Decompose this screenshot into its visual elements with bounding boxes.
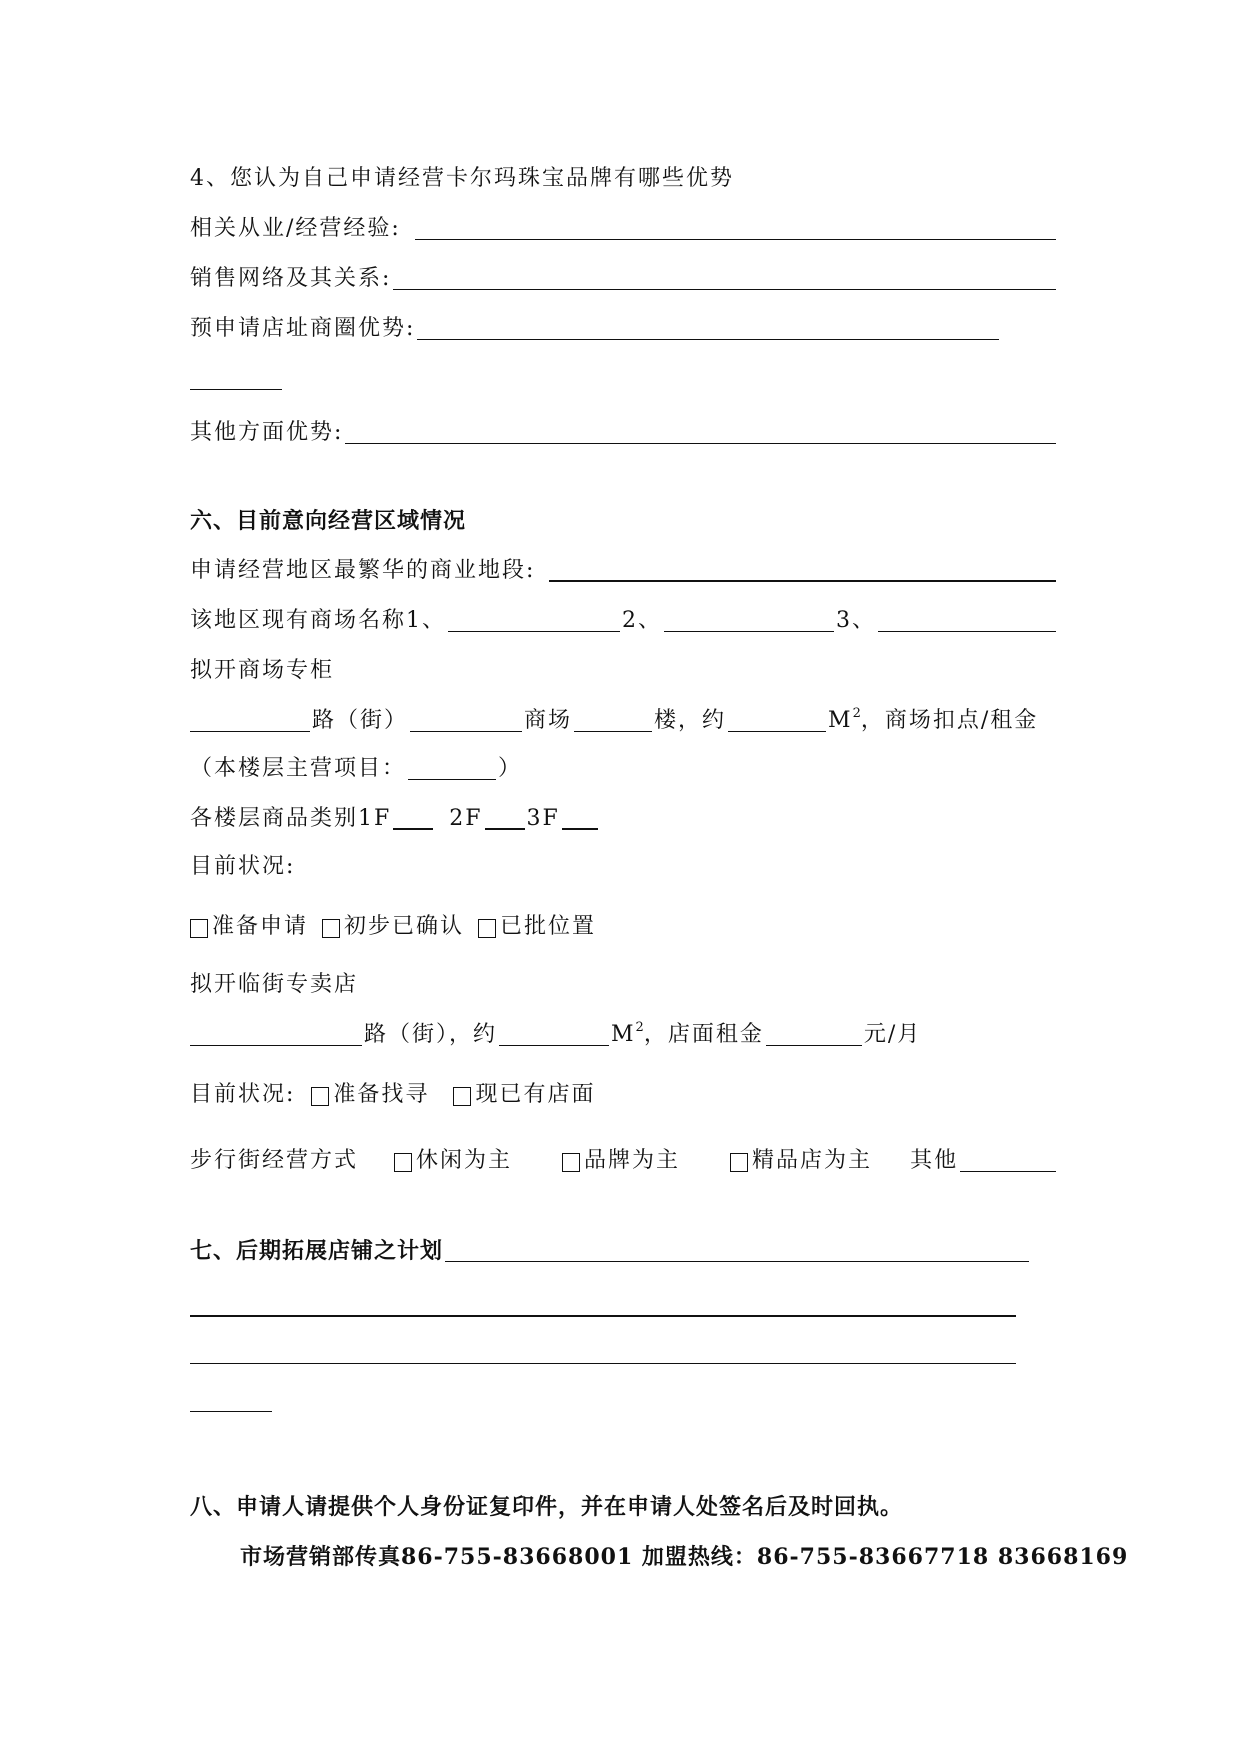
street-title-row <box>190 962 1058 998</box>
prime-area-label: 申请经营地区最繁华的商业地段: <box>190 558 536 583</box>
counter-deduct-label: ，商场扣点/租金 <box>860 708 1039 733</box>
prime-area-field[interactable] <box>549 556 1056 582</box>
experience-field[interactable] <box>415 215 1056 240</box>
experience-label: 相关从业/经营经验: <box>190 216 401 241</box>
counter-status-options-row <box>190 904 1058 940</box>
status-approved-label: 已批位置 <box>500 914 597 939</box>
street-rent-label: ，店面租金 <box>643 1022 764 1047</box>
main-items-close: ） <box>498 756 523 781</box>
walk-boutique-checkbox[interactable] <box>730 1153 748 1172</box>
status-preparing-checkbox[interactable] <box>190 919 208 938</box>
section8-heading-row <box>190 1484 1058 1520</box>
walk-brand-checkbox[interactable] <box>562 1153 580 1172</box>
street-status-row <box>190 1072 1058 1108</box>
network-row <box>190 256 1058 292</box>
network-field[interactable] <box>393 265 1056 290</box>
walk-other-label: 其他 <box>910 1148 959 1173</box>
walk-other-field[interactable] <box>960 1147 1056 1172</box>
street-road-label: 路（街），约 <box>364 1022 498 1047</box>
counter-title-row <box>190 648 1058 684</box>
malls-row <box>190 598 1058 634</box>
street-rent-unit: 元/月 <box>863 1022 922 1047</box>
counter-title: 拟开商场专柜 <box>190 658 335 683</box>
other-field[interactable] <box>345 419 1056 444</box>
street-status-label: 目前状况: <box>190 1082 296 1107</box>
street-road-field[interactable] <box>190 1021 362 1046</box>
expansion-plan-field[interactable] <box>445 1237 1029 1262</box>
floors-label: 各楼层商品类别1F <box>190 806 392 831</box>
street-rent-field[interactable] <box>766 1021 862 1046</box>
walk-leisure-checkbox[interactable] <box>394 1153 412 1172</box>
status-option-approved[interactable] <box>478 914 596 940</box>
location-field[interactable] <box>417 315 999 340</box>
counter-area-unit: $M^2$ <box>828 706 861 733</box>
street-option-has-store[interactable] <box>453 1082 595 1108</box>
counter-status-label: 目前状况: <box>190 854 296 879</box>
other-row <box>190 410 1058 446</box>
section6-heading-row <box>190 498 1058 534</box>
q4-title-row <box>190 156 1058 192</box>
walk-boutique-label: 精品店为主 <box>752 1148 873 1173</box>
section8-heading: 八、申请人请提供个人身份证复印件，并在申请人处签名后及时回执。 <box>190 1494 904 1520</box>
counter-floor-label: 楼，约 <box>654 708 727 733</box>
walk-option-brand[interactable] <box>562 1148 680 1174</box>
mall-3-field[interactable] <box>878 607 1056 632</box>
location-row <box>190 306 1001 342</box>
network-label: 销售网络及其关系: <box>190 266 392 291</box>
malls-3-label: 3、 <box>836 608 876 633</box>
counter-mall-field[interactable] <box>410 707 522 732</box>
floor-3f-field[interactable] <box>562 804 598 830</box>
section7-heading: 七、后期拓展店铺之计划 <box>190 1238 444 1264</box>
location-field-continuation[interactable] <box>190 389 282 390</box>
contact-row <box>240 1534 1129 1570</box>
counter-status-label-row <box>190 844 1058 880</box>
status-confirmed-checkbox[interactable] <box>322 919 340 938</box>
counter-details-row <box>190 698 1058 734</box>
main-items-label: （本楼层主营项目： <box>190 756 407 781</box>
counter-floor-field[interactable] <box>574 707 652 732</box>
section6-heading: 六、目前意向经营区域情况 <box>190 508 467 534</box>
street-area-field[interactable] <box>499 1021 609 1046</box>
mall-2-field[interactable] <box>664 607 834 632</box>
walk-street-row <box>190 1138 1058 1174</box>
q4-title: 4、您认为自己申请经营卡尔玛珠宝品牌有哪些优势 <box>190 166 734 191</box>
malls-label: 该地区现有商场名称1、 <box>190 608 446 633</box>
floor-2f-label: 2F <box>449 806 483 831</box>
street-option-searching[interactable] <box>311 1082 429 1108</box>
street-details-row <box>190 1012 1058 1048</box>
walk-option-boutique[interactable] <box>730 1148 872 1174</box>
experience-row <box>190 206 1058 242</box>
counter-mall-label: 商场 <box>524 708 573 733</box>
main-items-row <box>190 746 1058 782</box>
section7-row <box>190 1228 1031 1264</box>
walk-option-leisure[interactable] <box>394 1148 512 1174</box>
malls-2-label: 2、 <box>622 608 662 633</box>
other-label: 其他方面优势: <box>190 420 344 445</box>
main-items-field[interactable] <box>408 755 496 780</box>
mall-1-field[interactable] <box>448 607 620 632</box>
street-searching-checkbox[interactable] <box>311 1087 329 1106</box>
street-searching-label: 准备找寻 <box>333 1082 430 1107</box>
expansion-plan-line-3[interactable] <box>190 1363 1016 1364</box>
floors-row <box>190 796 1058 832</box>
walk-brand-label: 品牌为主 <box>584 1148 681 1173</box>
counter-road-field[interactable] <box>190 707 310 732</box>
street-title: 拟开临街专卖店 <box>190 972 359 997</box>
status-option-preparing[interactable] <box>190 914 308 940</box>
street-has-store-checkbox[interactable] <box>453 1087 471 1106</box>
floor-2f-field[interactable] <box>485 804 525 830</box>
location-label: 预申请店址商圈优势: <box>190 316 416 341</box>
status-approved-checkbox[interactable] <box>478 919 496 938</box>
counter-area-field[interactable] <box>728 707 826 732</box>
counter-road-label: 路（街） <box>312 708 409 733</box>
floor-3f-label: 3F <box>526 806 560 831</box>
expansion-plan-line-4[interactable] <box>190 1411 272 1412</box>
walk-street-label: 步行街经营方式 <box>190 1148 359 1173</box>
status-confirmed-label: 初步已确认 <box>344 914 465 939</box>
contact-info: 市场营销部传真86-755-83668001 加盟热线：86-755-83667718 83668169 <box>240 1544 1129 1570</box>
street-area-unit: $M^2$ <box>611 1020 644 1047</box>
walk-leisure-label: 休闲为主 <box>416 1148 513 1173</box>
street-has-store-label: 现已有店面 <box>475 1082 596 1107</box>
expansion-plan-line-2[interactable] <box>190 1315 1016 1317</box>
status-option-confirmed[interactable] <box>322 914 464 940</box>
floor-1f-field[interactable] <box>393 804 433 830</box>
prime-area-row <box>190 548 1058 584</box>
status-preparing-label: 准备申请 <box>212 914 309 939</box>
